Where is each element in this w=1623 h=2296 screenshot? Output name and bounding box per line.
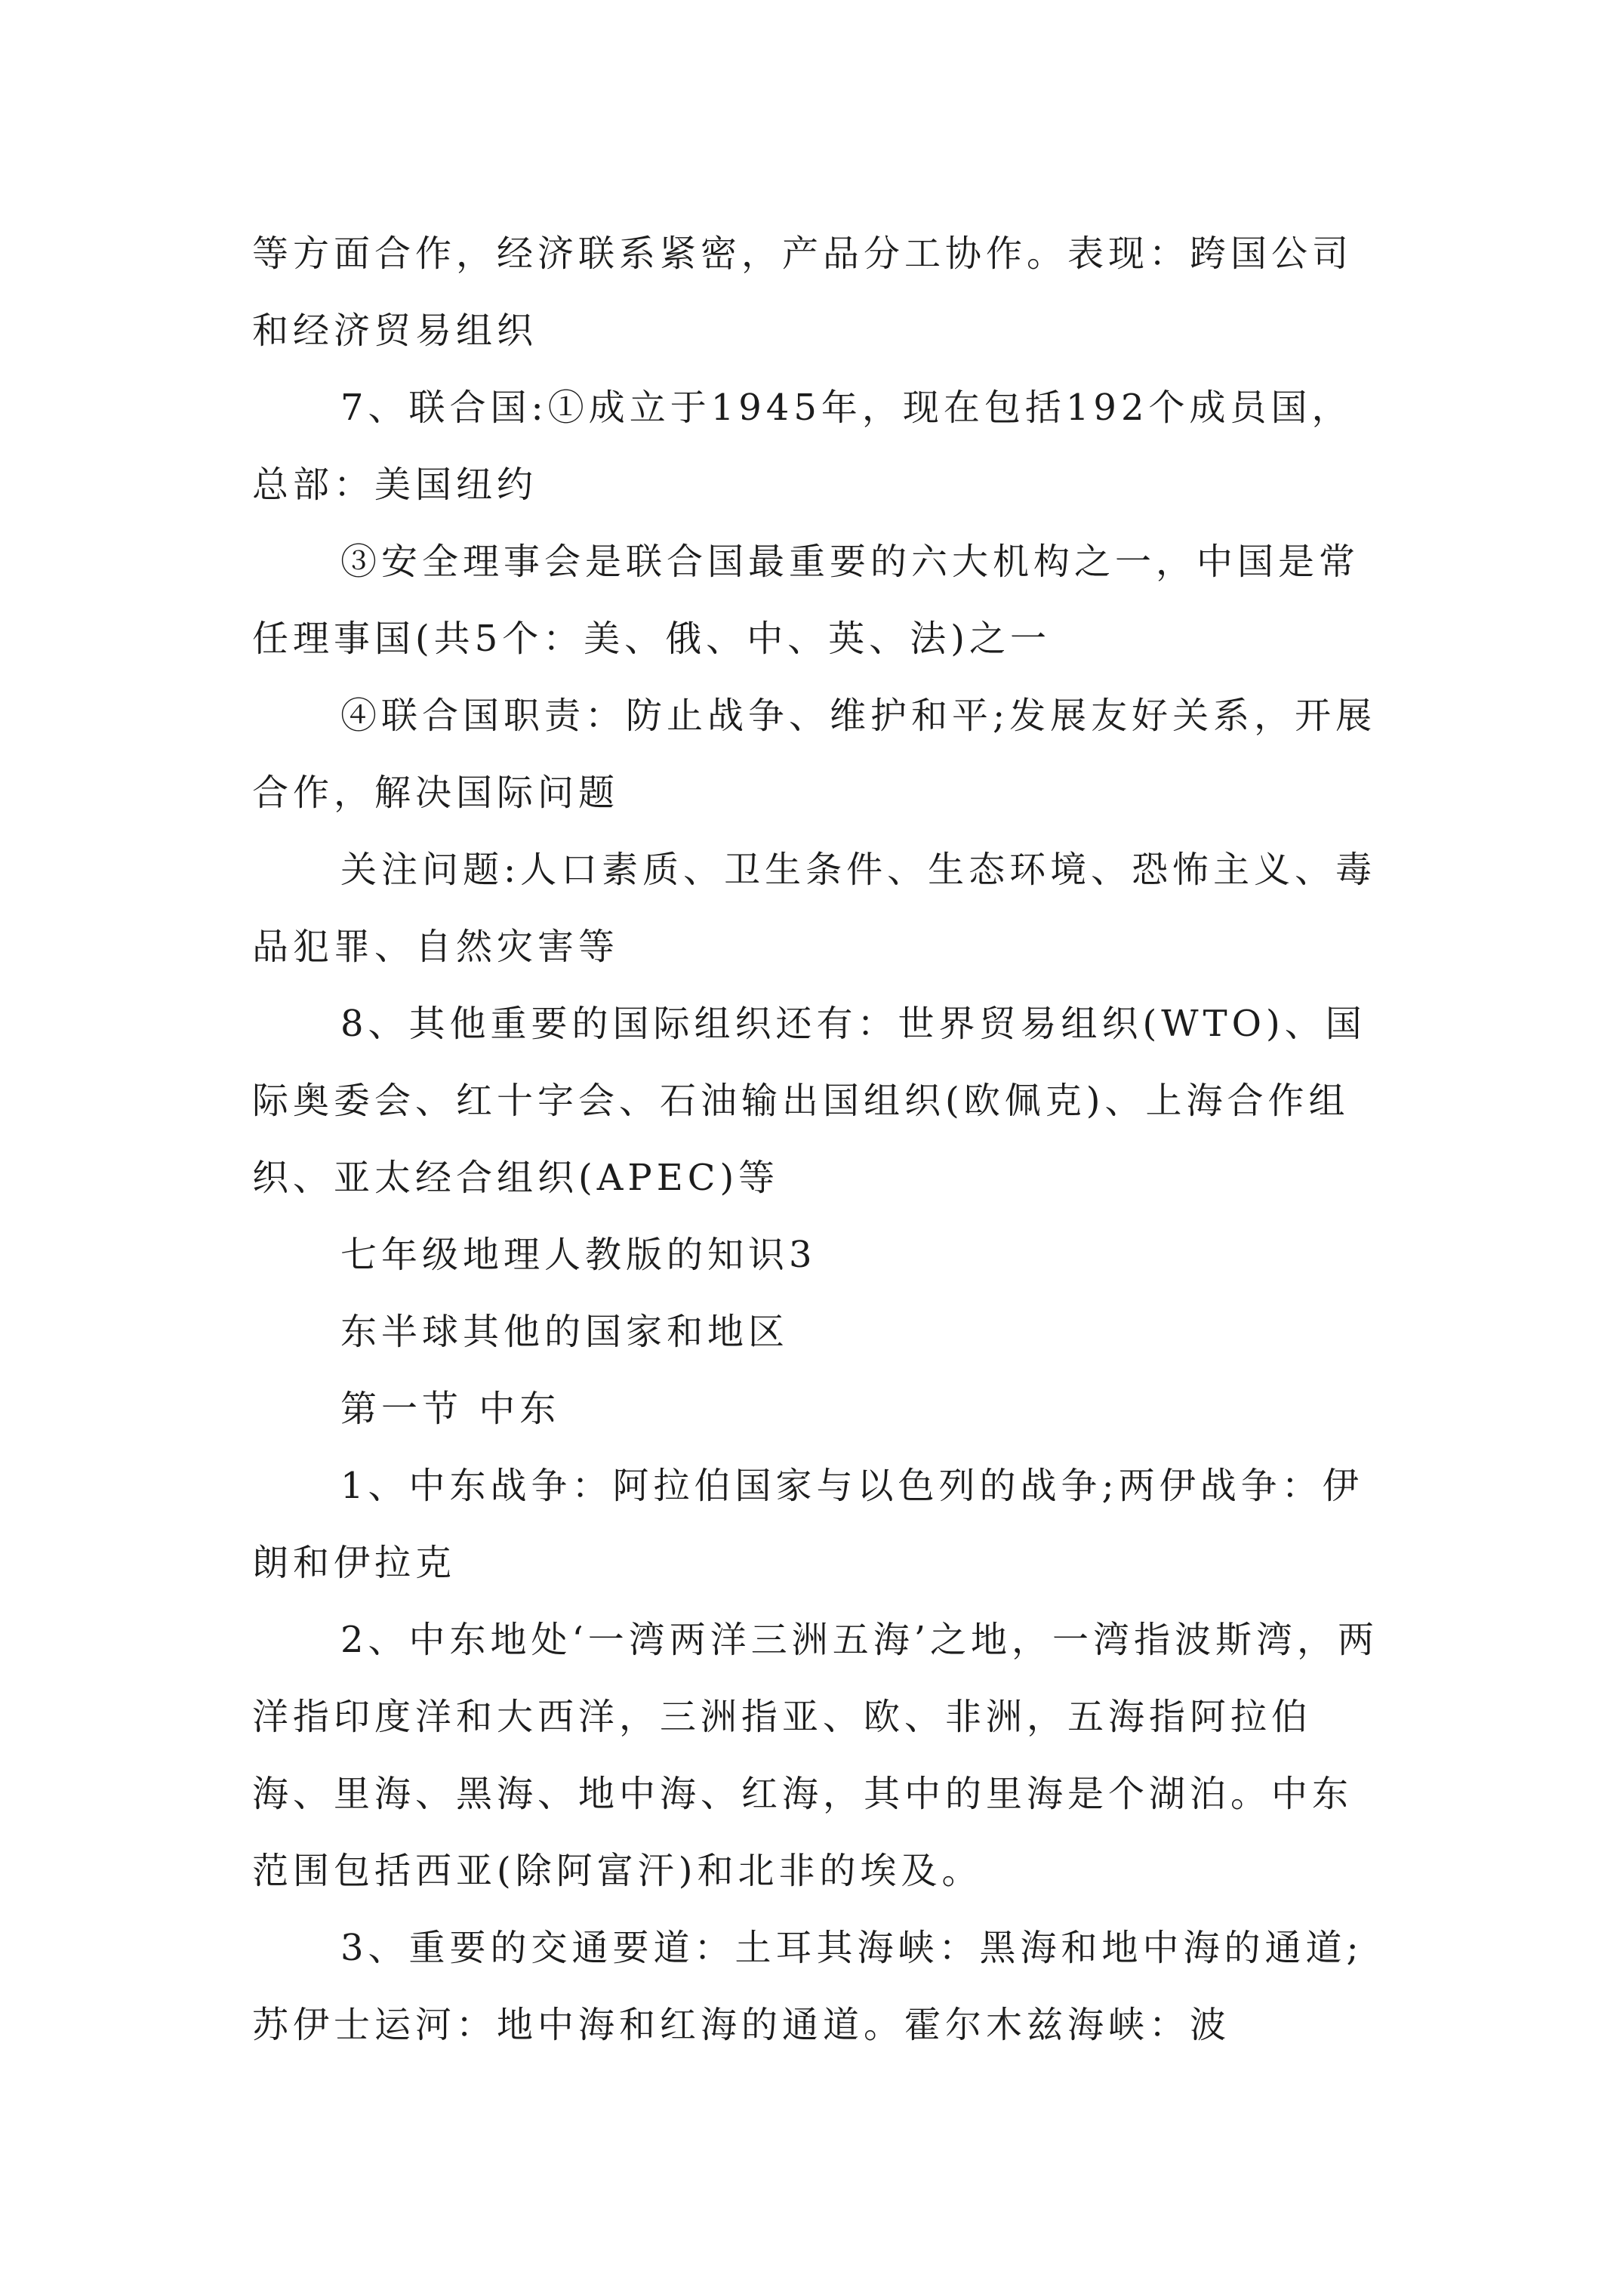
- document-body: [252, 215, 1384, 2063]
- chapter-heading: 东半球其他的国家和地区: [340, 1311, 790, 1353]
- paragraph-11: 2、中东地处‘一湾两洋三洲五海’之地，一湾指波斯湾，两洋指印度洋和大西洋，三洲指亚、欧、非洲，五海指阿拉伯海、里海、黑海、地中海、红海，其中的里海是个湖泊。中东范围包括西亚(除阿富汗)和北非的埃及。: [252, 1619, 1379, 1892]
- paragraph-2: 7、联合国:①成立于1945年，现在包括192个成员国，总部：美国纽约: [252, 387, 1353, 506]
- paragraph-3: ③安全理事会是联合国最重要的六大机构之一，中国是常任理事国(共5个：美、俄、中、英、法)之一: [252, 541, 1360, 660]
- paragraph-6: 8、其他重要的国际组织还有：世界贸易组织(WTO)、国际奥委会、红十字会、石油输出国组织(欧佩克)、上海合作组织、亚太经合组织(APEC)等: [252, 1003, 1366, 1199]
- section-title: 七年级地理人教版的知识3: [340, 1234, 817, 1276]
- paragraph-1: 等方面合作，经济联系紧密，产品分工协作。表现：跨国公司和经济贸易组织: [252, 233, 1354, 352]
- section-heading: 第一节 中东: [340, 1388, 561, 1430]
- paragraph-4: ④联合国职责：防止战争、维护和平;发展友好关系，开展合作，解决国际问题: [252, 695, 1377, 814]
- paragraph-10: 1、中东战争：阿拉伯国家与以色列的战争;两伊战争：伊朗和伊拉克: [252, 1465, 1363, 1584]
- paragraph-5: 关注问题:人口素质、卫生条件、生态环境、恐怖主义、毒品犯罪、自然灾害等: [252, 849, 1377, 968]
- paragraph-12: 3、重要的交通要道：土耳其海峡：黑海和地中海的通道;苏伊士运河：地中海和红海的通道。霍尔木兹海峡：波: [252, 1927, 1363, 2046]
